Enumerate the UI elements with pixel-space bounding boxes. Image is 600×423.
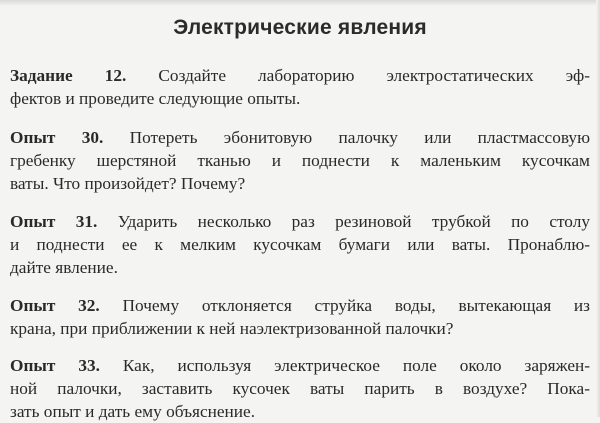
experiment-33-text-1: Как, используя электрическое поле около заряжен- bbox=[99, 356, 590, 375]
experiment-30-label: Опыт 30. bbox=[10, 128, 104, 147]
task-line-2: фектов и проведите следующие опыты. bbox=[10, 89, 301, 108]
experiment-31-line-1 bbox=[10, 210, 590, 233]
experiment-31-label: Опыт 31. bbox=[10, 212, 98, 231]
task-text-1: Создайте лабораторию электростатических эф- bbox=[126, 66, 591, 85]
experiment-33-line-3: зать опыт и дать ему объяснение. bbox=[10, 402, 256, 421]
page-title: Электрические явления bbox=[173, 16, 427, 39]
task-paragraph bbox=[10, 64, 590, 110]
experiment-33-line-1 bbox=[10, 354, 590, 377]
task-line-1 bbox=[10, 64, 590, 87]
experiment-30-paragraph bbox=[10, 126, 590, 195]
experiment-33-paragraph bbox=[10, 354, 590, 423]
experiment-33-label: Опыт 33. bbox=[10, 356, 100, 375]
experiment-33-line-2: ной палочки, заставить кусочек ваты парить в воздухе? Пока- bbox=[10, 379, 590, 398]
experiment-32-text-1: Почему отклоняется струйка воды, вытекающая из bbox=[99, 296, 590, 315]
experiment-32-line-2: крана, при приближении к ней наэлектризованной палочки? bbox=[10, 319, 454, 338]
experiment-32-paragraph bbox=[10, 294, 590, 340]
experiment-30-text-1: Потереть эбонитовую палочку или пластмассовую bbox=[103, 128, 590, 147]
experiment-31-line-3: дайте явление. bbox=[10, 258, 118, 277]
experiment-32-label: Опыт 32. bbox=[10, 296, 100, 315]
experiment-31-paragraph bbox=[10, 210, 590, 279]
experiment-32-line-1 bbox=[10, 294, 590, 317]
page-top-edge bbox=[0, 0, 600, 6]
experiment-31-text-1: Ударить несколько раз резиновой трубкой по столу bbox=[97, 212, 590, 231]
experiment-30-line-1 bbox=[10, 126, 590, 149]
task-label: Задание 12. bbox=[10, 66, 127, 85]
experiment-30-line-2: гребенку шерстяной тканью и поднести к маленьким кусочкам bbox=[10, 151, 590, 170]
experiment-31-line-2: и поднести ее к мелким кусочкам бумаги или ваты. Пронаблю- bbox=[10, 235, 590, 254]
experiment-30-line-3: ваты. Что произойдет? Почему? bbox=[10, 174, 246, 193]
page-right-edge bbox=[596, 0, 600, 417]
